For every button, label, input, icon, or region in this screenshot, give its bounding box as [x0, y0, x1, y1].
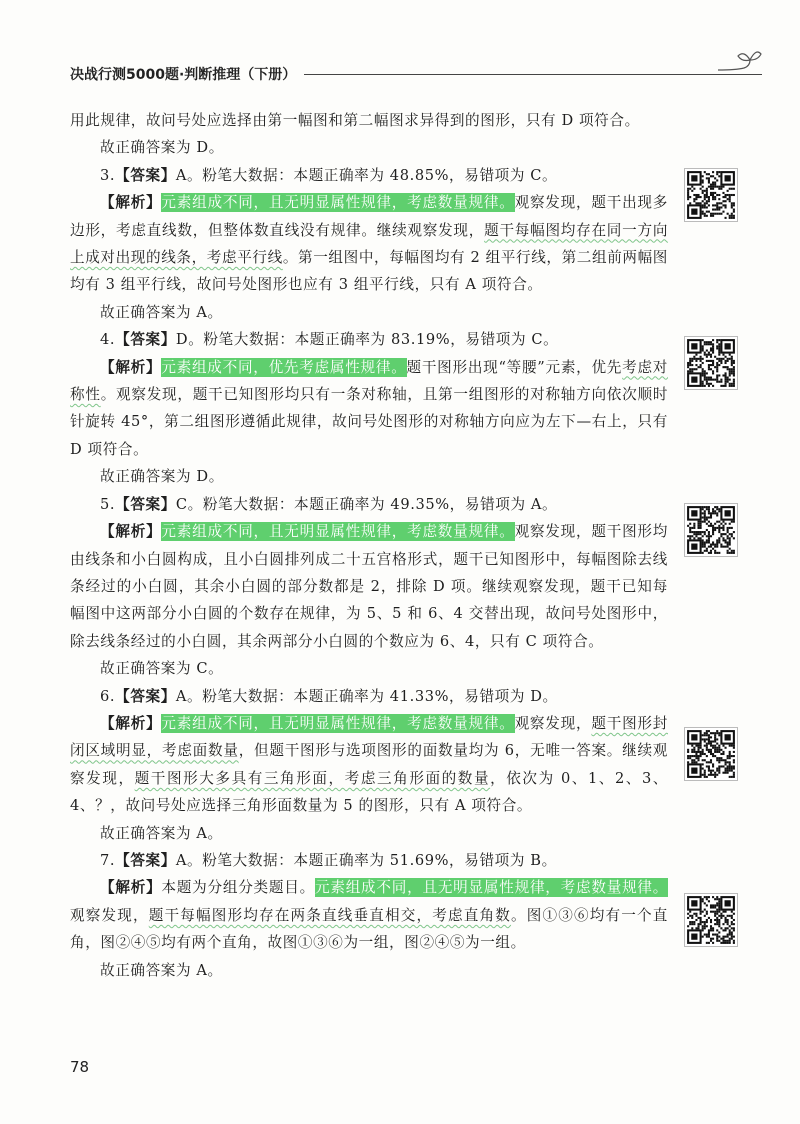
qr-code-icon[interactable]: [684, 336, 738, 390]
question-number: 4.: [100, 331, 116, 349]
analysis-text: ，依次为 0、1、2、3、4、？，故问号处应选择三角形面数量为 5 的图形，只有 A 项符合。: [70, 769, 668, 815]
book-title: 决战行测5000题·判断推理（下册）: [70, 67, 297, 83]
analysis-tag: 【解析】: [100, 523, 162, 541]
header-rule: [304, 74, 762, 75]
conclusion: 故正确答案为 D。: [100, 139, 224, 157]
analysis-6: [70, 710, 668, 820]
analysis-text: 本题为分组分类题目。: [161, 879, 315, 897]
answer-text: D。粉笔大数据：本题正确率为 83.19%，易错项为 C。: [175, 331, 559, 349]
answer-line-6: [70, 683, 668, 710]
analysis-text: 。观察发现，题干已知图形均只有一条对称轴，且第一组图形的对称轴方向依次顺时针旋转 45°，第二组图形遵循此规律，故问号处图形的对称轴方向应为左下—右上，只有 D 项符合。: [70, 386, 669, 458]
paragraph: 用此规律，故问号处应选择由第一幅图和第二幅图求异得到的图形，只有 D 项符合。: [70, 112, 640, 129]
highlight-text: 元素组成不同，且无明显属性规律，考虑数量规律。: [161, 523, 515, 541]
question-number: 3.: [100, 166, 116, 184]
page-header: [70, 62, 762, 86]
conclusion: 故正确答案为 A。: [100, 303, 223, 321]
analysis-4: [70, 354, 668, 464]
question-number: 6.: [100, 687, 116, 705]
page-body: [70, 107, 668, 984]
qr-code-icon[interactable]: [684, 893, 738, 947]
analysis-7: [70, 874, 668, 956]
conclusion: 故正确答案为 D。: [100, 468, 224, 486]
qr-code-icon[interactable]: [684, 727, 738, 781]
analysis-text: 。图①③⑥均有一个直角，图②④⑤均有两个直角，故图①③⑥为一组，图②④⑤为一组。: [70, 906, 668, 952]
answer-text: A。粉笔大数据：本题正确率为 41.33%，易错项为 D。: [175, 687, 558, 705]
answer-tag: 【答案】: [115, 166, 176, 184]
wavy-underline-text: 考虑对称性: [70, 358, 668, 404]
qr-code-icon[interactable]: [684, 503, 738, 557]
wavy-underline-text: 题干每幅图均存在同一方向上成对出现的线条，考虑平行线: [70, 221, 669, 267]
analysis-tag: 【解析】: [100, 358, 162, 376]
analysis-tag: 【解析】: [100, 194, 162, 212]
answer-text: C。粉笔大数据：本题正确率为 49.35%，易错项为 A。: [175, 495, 558, 513]
analysis-5: [70, 518, 668, 655]
analysis-text: 。第一组图中，每幅图均有 2 组平行线，第二组前两幅图均有 3 组平行线，故问号处图形也应有 3 组平行线，只有 A 项符合。: [70, 249, 668, 294]
answer-line-7: [70, 847, 668, 874]
analysis-text: 观察发现，题干出现多边形，考虑直线数，但整体数直线没有规律。继续观察发现，: [70, 194, 668, 239]
answer-tag: 【答案】: [115, 495, 176, 513]
qr-code-icon[interactable]: [684, 168, 738, 222]
answer-tag: 【答案】: [115, 851, 176, 869]
answer-line-3: [70, 162, 668, 189]
analysis-text: 观察发现，: [514, 714, 592, 732]
wavy-underline-text: 题干每幅图形均存在两条直线垂直相交，考虑直角数: [148, 906, 512, 924]
conclusion: 故正确答案为 A。: [100, 824, 223, 842]
wavy-underline-text: 题干图形封闭区域明显，考虑面数量: [70, 714, 668, 760]
conclusion: 故正确答案为 C。: [100, 660, 224, 678]
analysis-text: ，但题干图形与选项图形的面数量均为 6，无唯一答案。继续观察发现，: [70, 742, 668, 787]
highlight-text: 元素组成不同，且无明显属性规律，考虑数量规律。: [161, 194, 515, 212]
page-number: 78: [70, 1058, 90, 1076]
highlight-text: 元素组成不同，且无明显属性规律，考虑数量规律。: [161, 714, 515, 732]
answer-line-4: [70, 326, 668, 353]
highlight-text: 元素组成不同，且无明显属性规律，考虑数量规律。: [314, 879, 668, 897]
question-number: 5.: [100, 495, 116, 513]
analysis-tag: 【解析】: [100, 714, 162, 732]
wavy-underline-text: 题干图形大多具有三角形面，考虑三角形面的数量: [134, 769, 491, 787]
highlight-text: 元素组成不同，优先考虑属性规律。: [161, 358, 407, 376]
answer-text: A。粉笔大数据：本题正确率为 48.85%，易错项为 C。: [175, 166, 558, 184]
analysis-text: 题干图形出现“等腰”元素，优先: [406, 358, 623, 376]
sprout-icon: [716, 48, 762, 78]
answer-tag: 【答案】: [115, 687, 176, 705]
analysis-3: [70, 189, 668, 299]
question-number: 7.: [100, 851, 116, 869]
answer-tag: 【答案】: [115, 331, 176, 349]
analysis-tag: 【解析】: [100, 879, 162, 897]
analysis-text: 观察发现，: [70, 906, 149, 924]
answer-text: A。粉笔大数据：本题正确率为 51.69%，易错项为 B。: [175, 851, 557, 869]
conclusion: 故正确答案为 A。: [100, 961, 223, 979]
answer-line-5: [70, 491, 668, 518]
analysis-text: 观察发现，题干图形均由线条和小白圆构成，且小白圆排列成二十五宫格形式，题干已知图形中，每幅图除去线条经过的小白圆，其余小白圆的部分数都是 2，排除 D 项。继续观察发现，题干已知每幅图中这两部分小白圆的个数存在规律，为 5、5 和 6、4 交替出现，故问号处图形中，除去线条经过的小白圆，其余两部分小白圆的个数应为 6、4，只有 C 项符合。: [70, 523, 668, 650]
